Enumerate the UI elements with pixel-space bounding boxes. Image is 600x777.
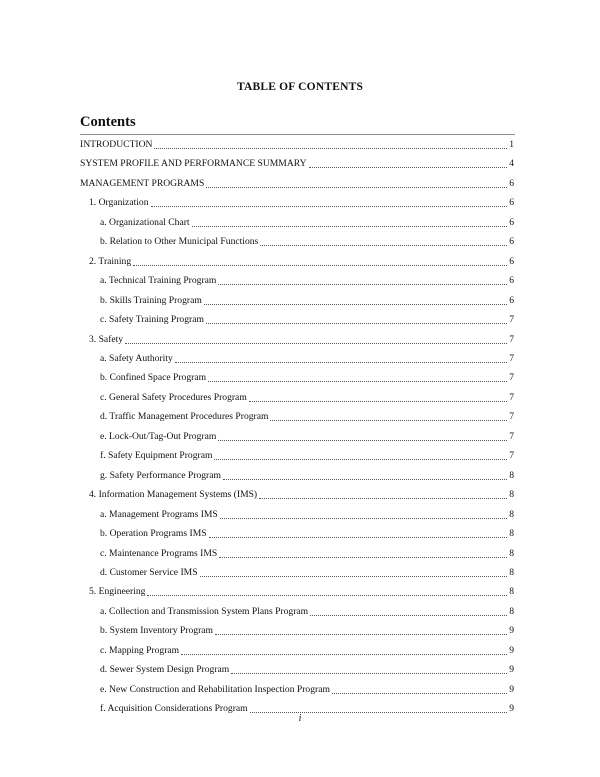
toc-entry-title: MANAGEMENT PROGRAMS — [80, 177, 205, 189]
toc-entry-page: 7 — [509, 333, 514, 345]
toc-entry-title: SYSTEM PROFILE AND PERFORMANCE SUMMARY — [80, 158, 307, 170]
dot-leader — [209, 537, 507, 538]
toc-entry-title: c. Maintenance Programs IMS — [100, 547, 218, 559]
dot-leader — [133, 265, 507, 266]
page-heading: TABLE OF CONTENTS — [236, 81, 364, 93]
toc-entry-title: b. Skills Training Program — [100, 294, 202, 306]
dot-leader — [147, 595, 507, 596]
toc-entry-title: e. New Construction and Rehabilitation Inspection Program — [100, 683, 330, 695]
dot-leader — [231, 673, 507, 674]
dot-leader — [310, 615, 507, 616]
dot-leader — [332, 693, 507, 694]
toc-entry[interactable] — [89, 254, 514, 268]
dot-leader — [181, 654, 507, 655]
toc-entry[interactable] — [100, 312, 514, 326]
toc-entry[interactable] — [80, 137, 514, 151]
toc-entry[interactable] — [89, 195, 514, 209]
dot-leader — [215, 634, 507, 635]
toc-entry-page: 7 — [509, 352, 514, 364]
toc-entry-page: 6 — [509, 294, 514, 306]
toc-entry[interactable] — [100, 623, 514, 637]
toc-entry-title: 2. Training — [89, 255, 132, 267]
toc-entry-page: 8 — [509, 566, 514, 578]
toc-entry-page: 6 — [509, 197, 514, 209]
dot-leader — [214, 459, 507, 460]
toc-entry[interactable] — [100, 526, 514, 540]
toc-entry-title: g. Safety Performance Program — [100, 469, 221, 481]
dot-leader — [206, 187, 507, 188]
toc-entry[interactable] — [100, 234, 514, 248]
toc-entry[interactable] — [100, 273, 514, 287]
dot-leader — [220, 518, 507, 519]
toc-entry-page: 8 — [509, 605, 514, 617]
toc-entry-title: b. Operation Programs IMS — [100, 528, 207, 539]
dot-leader — [192, 226, 507, 227]
toc-entry-page: 1 — [509, 139, 514, 150]
toc-entry-title: e. Lock-Out/Tag-Out Program — [100, 430, 217, 442]
toc-entry[interactable] — [100, 643, 514, 657]
toc-entry-page: 7 — [509, 314, 514, 325]
toc-entry-page: 6 — [509, 236, 514, 248]
toc-entry[interactable] — [100, 604, 514, 618]
dot-leader — [259, 498, 507, 499]
toc-entry[interactable] — [100, 565, 514, 579]
dot-leader — [125, 343, 507, 344]
dot-leader — [154, 148, 507, 149]
toc-entry[interactable] — [100, 468, 514, 482]
toc-entry-page: 9 — [509, 683, 514, 695]
toc-entry[interactable] — [80, 156, 514, 170]
dot-leader — [309, 167, 507, 168]
dot-leader — [204, 304, 507, 305]
toc-entry[interactable] — [100, 682, 514, 696]
toc-entry[interactable] — [100, 293, 514, 307]
toc-entry[interactable] — [100, 351, 514, 365]
toc-entry[interactable] — [100, 409, 514, 423]
toc-entry-title: a. Safety Authority — [100, 352, 173, 364]
toc-entry-page: 9 — [509, 703, 514, 714]
toc-entry[interactable] — [100, 546, 514, 560]
toc-entry-title: a. Management Programs IMS — [100, 508, 218, 520]
toc-entry-page: 8 — [509, 547, 514, 559]
toc-entry-page: 9 — [509, 625, 514, 637]
dot-leader — [208, 381, 507, 382]
toc-entry-title: 1. Organization — [89, 197, 149, 209]
toc-entry-page: 7 — [509, 430, 514, 442]
dot-leader — [270, 420, 507, 421]
toc-entry-page: 8 — [509, 489, 514, 501]
toc-entry-title: a. Collection and Transmission System Plans Program — [100, 605, 309, 617]
toc-entry-title: d. Customer Service IMS — [100, 566, 198, 578]
contents-title: Contents — [80, 114, 136, 130]
toc-entry-page: 9 — [509, 644, 514, 656]
toc-entry[interactable] — [89, 584, 514, 598]
toc-entry[interactable] — [100, 448, 514, 462]
toc-entry[interactable] — [80, 176, 514, 190]
toc-entry-title: b. Relation to Other Municipal Functions — [100, 236, 259, 248]
toc-entry-page: 6 — [509, 177, 514, 189]
toc-entry[interactable] — [100, 507, 514, 521]
toc-entry-page: 8 — [509, 528, 514, 539]
toc-entry-title: f. Acquisition Considerations Program — [100, 703, 248, 714]
toc-entry-title: a. Organizational Chart — [100, 216, 190, 228]
toc-entry-title: 5. Engineering — [89, 586, 146, 598]
toc-entry-title: a. Technical Training Program — [100, 275, 217, 287]
toc-entry[interactable] — [100, 429, 514, 443]
toc-entry-title: c. General Safety Procedures Program — [100, 391, 247, 403]
dot-leader — [175, 362, 507, 363]
toc-entry-page: 6 — [509, 275, 514, 287]
dot-leader — [219, 557, 507, 558]
dot-leader — [151, 206, 507, 207]
toc-entry[interactable] — [100, 370, 514, 384]
page-number-footer: i — [298, 713, 302, 724]
toc-entry[interactable] — [100, 215, 514, 229]
toc-entry-title: f. Safety Equipment Program — [100, 450, 213, 462]
toc-entry-title: INTRODUCTION — [80, 139, 153, 150]
dot-leader — [218, 284, 507, 285]
dot-leader — [218, 440, 507, 441]
toc-entry-page: 7 — [509, 391, 514, 403]
toc-entry-title: b. System Inventory Program — [100, 625, 213, 637]
toc-entry-page: 7 — [509, 372, 514, 384]
dot-leader — [223, 479, 507, 480]
toc-entry-title: b. Confined Space Program — [100, 372, 207, 384]
toc-entry-page: 4 — [509, 158, 514, 170]
dot-leader — [206, 323, 507, 324]
toc-entry-title: d. Sewer System Design Program — [100, 664, 230, 676]
toc-entry[interactable] — [89, 487, 514, 501]
toc-entry-page: 9 — [509, 664, 514, 676]
dot-leader — [200, 576, 507, 577]
toc-entry-title: c. Safety Training Program — [100, 314, 204, 325]
toc-entry-page: 8 — [509, 508, 514, 520]
toc-entry[interactable] — [89, 332, 514, 346]
toc-entry[interactable] — [100, 662, 514, 676]
toc-entry-title: 3. Safety — [89, 333, 124, 345]
toc-entry-page: 6 — [509, 255, 514, 267]
toc-entry-title: c. Mapping Program — [100, 644, 180, 656]
toc-entry-page: 8 — [509, 586, 514, 598]
toc-entry-page: 7 — [509, 450, 514, 462]
toc-entry-page: 7 — [509, 411, 514, 423]
toc-entry[interactable] — [100, 390, 514, 404]
dot-leader — [249, 401, 507, 402]
toc-entry-title: 4. Information Management Systems (IMS) — [89, 489, 258, 501]
toc-entry-page: 6 — [509, 216, 514, 228]
dot-leader — [260, 245, 507, 246]
toc-entry-title: d. Traffic Management Procedures Program — [100, 411, 269, 423]
toc-entry-page: 8 — [509, 469, 514, 481]
